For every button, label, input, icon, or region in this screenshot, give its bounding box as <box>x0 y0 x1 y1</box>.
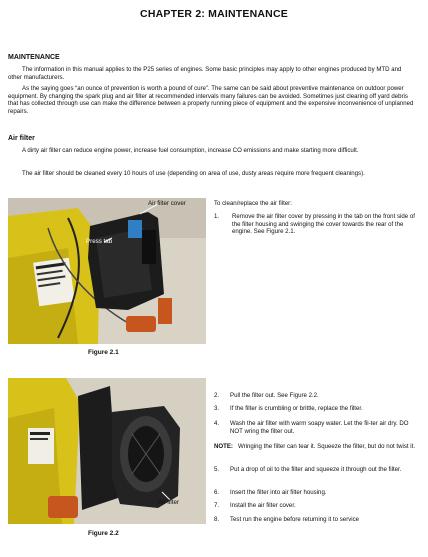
air-filter-cover-label: Air filter cover <box>148 200 186 207</box>
air-filter-paragraph-1: A dirty air filter can reduce engine power, increase fuel consumption, increase CO emissions and make starting more difficult. <box>22 147 359 154</box>
step-number: 5. <box>214 466 220 473</box>
air-filter-label: Air filter <box>158 499 179 506</box>
maintenance-paragraph-1: The information in this manual applies to the P25 series of engines. Some basic principles may apply to other engines produced by MTD and other manufacturers. <box>8 66 402 81</box>
engine-cover-illustration <box>8 198 206 344</box>
step-text: Test run the engine before returning it to service <box>230 516 360 523</box>
step-text: Install the air filter cover. <box>230 502 296 509</box>
chapter-title: CHAPTER 2: MAINTENANCE <box>140 8 288 20</box>
step-number: 4. <box>214 420 220 427</box>
maintenance-paragraph-2: As the saying goes “an ounce of prevention is worth a pound of cure”. The same can be said about preventive maintenance on outdoor power equipment. By changing the spark plug and air filter at recommended intervals many failures can be avoided. Sometimes just clearing off yard debris that has collected through use can make the difference between a properly running piece of equipment and the expensive inconvenience of unplanned repairs. <box>8 85 414 115</box>
step-number: 1. <box>214 213 220 220</box>
procedure-steps <box>214 392 420 542</box>
press-tab-label: Press tab <box>86 238 113 245</box>
step-number: 2. <box>214 392 220 399</box>
step-text: If the filter is crumbling or brittle, replace the filter. <box>230 405 363 412</box>
air-filter-paragraph-2: The air filter should be cleaned every 10 hours of use (depending on area of use, dusty areas require more frequent cleanings). <box>22 170 365 177</box>
air-filter-heading: Air filter <box>8 135 35 142</box>
procedure-step-1 <box>214 213 419 253</box>
step-number: 8. <box>214 516 220 523</box>
step-text: Wash the air filter with warm soapy water. Let the fil-ter air dry. DO NOT wring the filter out. <box>230 420 409 435</box>
figure-2-1-caption: Figure 2.1 <box>88 349 119 356</box>
step-text: Insert the filter into air filter housing. <box>230 489 327 496</box>
step-number: 6. <box>214 489 220 496</box>
note-text: Wringing the filter can tear it. Squeeze the filter, but do not twist it. <box>238 443 416 450</box>
maintenance-heading: MAINTENANCE <box>8 54 60 61</box>
figure-2-2-photo <box>8 378 206 524</box>
note-label: NOTE: <box>214 443 233 450</box>
figure-2-1-photo <box>8 198 206 344</box>
step-text: Pull the filter out. See Figure 2.2. <box>230 392 319 399</box>
step-text: Put a drop of oil to the filter and squeeze it through out the filter. <box>230 466 402 473</box>
procedure-intro: To clean/replace the air filter: <box>214 200 292 207</box>
figure-2-2-caption: Figure 2.2 <box>88 530 119 537</box>
step-text: Remove the air filter cover by pressing in the tab on the front side of the filter housing and swinging the cover towards the rear of the engine. See Figure 2.1. <box>232 213 415 236</box>
step-number: 7. <box>214 502 220 509</box>
step-number: 3. <box>214 405 220 412</box>
